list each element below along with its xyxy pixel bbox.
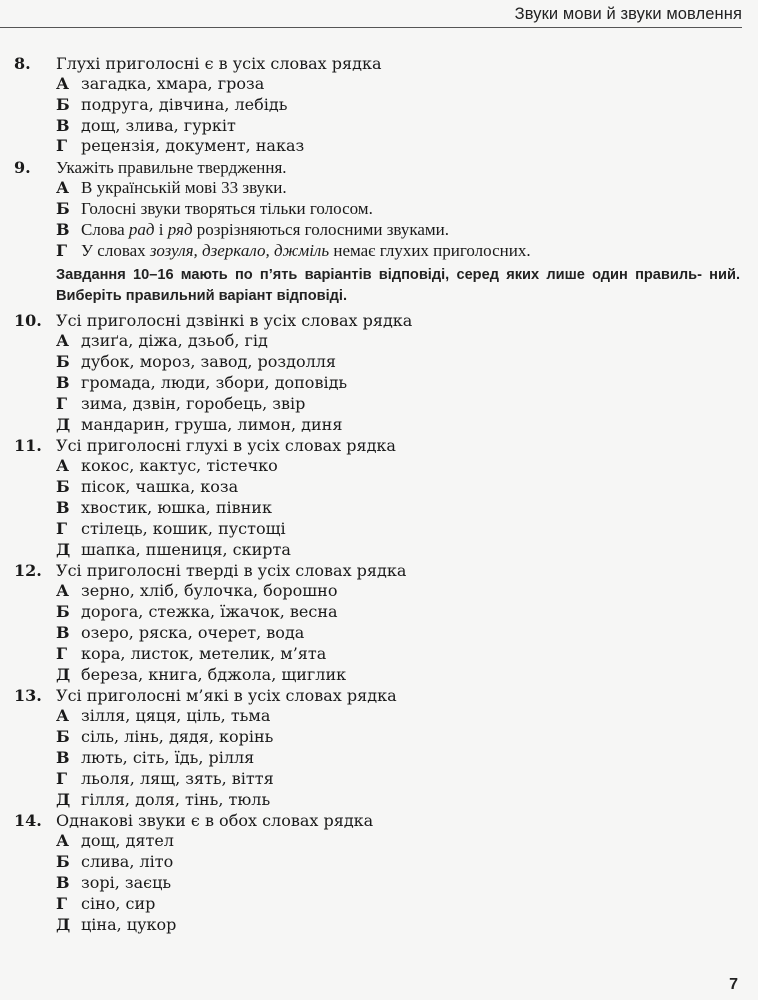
option-text: береза, книга, бджола, щиглик: [81, 664, 347, 684]
option-text: зілля, цяця, ціль, тьма: [81, 706, 271, 726]
answer-option: [0, 220, 758, 241]
option-text: дорога, стежка, їжачок, весна: [81, 602, 338, 622]
answer-option: [0, 415, 758, 436]
text-segment: і: [154, 219, 168, 239]
question-prompt: Однакові звуки є в обох словах рядка: [56, 811, 374, 831]
option-letter: Г: [56, 518, 68, 538]
option-text: В українській мові 33 звуки.: [81, 178, 287, 198]
option-letter: В: [56, 622, 70, 642]
option-letter: В: [56, 872, 70, 892]
answer-option: [0, 241, 758, 262]
answer-option: [0, 790, 758, 811]
option-letter: Д: [56, 539, 71, 559]
option-letter: Г: [56, 768, 68, 788]
answer-option: [0, 519, 758, 540]
option-letter: Д: [56, 664, 71, 684]
option-text: гілля, доля, тінь, тюль: [81, 789, 271, 809]
option-letter: Д: [56, 414, 71, 434]
answer-option: [0, 178, 758, 199]
option-text: [81, 220, 449, 241]
option-letter: Г: [56, 393, 68, 413]
option-text: слива, літо: [81, 852, 174, 872]
option-letter: Д: [56, 789, 71, 809]
running-header: [0, 5, 742, 28]
question-number: 14.: [14, 811, 42, 831]
text-segment: Слова: [81, 219, 129, 239]
answer-option: [0, 74, 758, 95]
option-letter: В: [56, 372, 70, 392]
option-text: льоля, лящ, зять, віття: [81, 768, 274, 788]
question-number: 10.: [14, 311, 42, 331]
option-letter: А: [56, 456, 70, 476]
answer-option: [0, 373, 758, 394]
option-text: дощ, дятел: [81, 831, 174, 851]
answer-option: [0, 623, 758, 644]
question-prompt: Усі приголосні м’які в усіх словах рядка: [56, 686, 397, 706]
page-number: 7: [729, 976, 738, 993]
option-text: кора, листок, метелик, м’ята: [81, 643, 327, 663]
option-text: дощ, злива, гуркіт: [81, 115, 236, 135]
option-text: дзиґа, діжа, дзьоб, гід: [81, 331, 268, 351]
instruction-text: Завдання 10–16 мають по п’ять варіантів відповіді, серед яких лише один правиль- ний. Виберіть правильний варіант відповіді.: [56, 267, 740, 305]
answer-option: [0, 706, 758, 727]
option-text: хвостик, юшка, півник: [81, 497, 272, 517]
answer-option: [0, 831, 758, 852]
option-text: дубок, мороз, завод, роздолля: [81, 352, 336, 372]
option-text: зерно, хліб, булочка, борошно: [81, 581, 338, 601]
option-letter: В: [56, 747, 70, 767]
option-text: мандарин, груша, лимон, диня: [81, 414, 343, 434]
italic-word: ряд: [167, 219, 193, 239]
answer-option: [0, 873, 758, 894]
answer-option: [0, 852, 758, 873]
option-letter: В: [56, 219, 70, 239]
option-letter: Б: [56, 602, 70, 622]
option-letter: Б: [56, 727, 70, 747]
answer-option: [0, 199, 758, 220]
question-11: [0, 435, 758, 560]
question-8: [0, 53, 758, 157]
answer-option: [0, 748, 758, 769]
text-segment: немає глухих приголосних.: [329, 240, 531, 260]
answer-option: [0, 915, 758, 936]
answer-option: [0, 540, 758, 561]
option-letter: Б: [56, 198, 70, 218]
question-prompt: Глухі приголосні є в усіх словах рядка: [56, 54, 382, 73]
question-number: 12.: [14, 561, 42, 581]
question-prompt: Усі приголосні глухі в усіх словах рядка: [56, 436, 396, 456]
question-9: [0, 157, 758, 261]
option-letter: Д: [56, 914, 71, 934]
option-text: сіно, сир: [81, 893, 156, 913]
option-text: озеро, ряска, очерет, вода: [81, 622, 305, 642]
italic-word: рад: [128, 219, 155, 239]
answer-option: [0, 477, 758, 498]
option-text: ціна, цукор: [81, 914, 177, 934]
option-text: лють, сіть, їдь, рілля: [81, 747, 255, 767]
answer-option: [0, 769, 758, 790]
option-text: громада, люди, збори, доповідь: [81, 372, 348, 392]
option-letter: А: [56, 831, 70, 851]
answer-option: [0, 331, 758, 352]
option-letter: А: [56, 706, 70, 726]
question-12: [0, 560, 758, 685]
italic-words: зозуля, дзеркало, джміль: [149, 240, 330, 260]
answer-option: [0, 394, 758, 415]
text-segment: У словах: [81, 240, 150, 260]
question-14: [0, 810, 758, 935]
question-10: [0, 310, 758, 435]
question-prompt: Укажіть правильне твердження.: [56, 158, 287, 178]
option-text: шапка, пшениця, скирта: [81, 539, 291, 559]
answer-option: [0, 727, 758, 748]
answer-option: [0, 456, 758, 477]
option-text: зима, дзвін, горобець, звір: [81, 393, 306, 413]
option-letter: Г: [56, 643, 68, 663]
question-prompt: Усі приголосні дзвінкі в усіх словах рядка: [56, 311, 413, 331]
option-text: кокос, кактус, тістечко: [81, 456, 278, 476]
option-letter: Г: [56, 136, 68, 156]
question-number: 8.: [14, 54, 31, 73]
answer-option: [0, 498, 758, 519]
answer-option: [0, 116, 758, 137]
question-prompt: Усі приголосні тверді в усіх словах рядка: [56, 561, 407, 581]
option-text: Голосні звуки творяться тільки голосом.: [81, 198, 373, 218]
answer-option: [0, 95, 758, 116]
answer-option: [0, 602, 758, 623]
question-number: 13.: [14, 686, 42, 706]
chapter-title: Звуки мови й звуки мовлення: [514, 5, 742, 23]
option-letter: В: [56, 497, 70, 517]
answer-option: [0, 136, 758, 157]
answer-option: [0, 665, 758, 686]
answer-option: [0, 894, 758, 915]
option-letter: А: [56, 331, 70, 351]
answer-option: [0, 581, 758, 602]
option-letter: Г: [56, 893, 68, 913]
option-letter: Б: [56, 94, 70, 114]
option-letter: Б: [56, 477, 70, 497]
option-letter: А: [56, 74, 70, 93]
option-text: стілець, кошик, пустощі: [81, 518, 286, 538]
option-text: рецензія, документ, наказ: [81, 136, 305, 156]
question-number: 9.: [14, 158, 31, 178]
question-number: 11.: [14, 436, 42, 456]
option-text: зорі, заєць: [81, 872, 172, 892]
option-letter: Б: [56, 352, 70, 372]
page-content: [0, 53, 758, 935]
option-letter: Г: [56, 240, 68, 260]
answer-option: [0, 352, 758, 373]
option-text: подруга, дівчина, лебідь: [81, 94, 288, 114]
option-letter: А: [56, 581, 70, 601]
option-letter: В: [56, 115, 70, 135]
option-text: загадка, хмара, гроза: [81, 74, 265, 93]
option-text: пісок, чашка, коза: [81, 477, 239, 497]
answer-option: [0, 644, 758, 665]
option-letter: Б: [56, 852, 70, 872]
option-text: сіль, лінь, дядя, корінь: [81, 727, 274, 747]
option-letter: А: [56, 178, 70, 198]
question-13: [0, 685, 758, 810]
text-segment: розрізняються голосними звуками.: [192, 219, 450, 239]
option-text: [81, 241, 531, 262]
